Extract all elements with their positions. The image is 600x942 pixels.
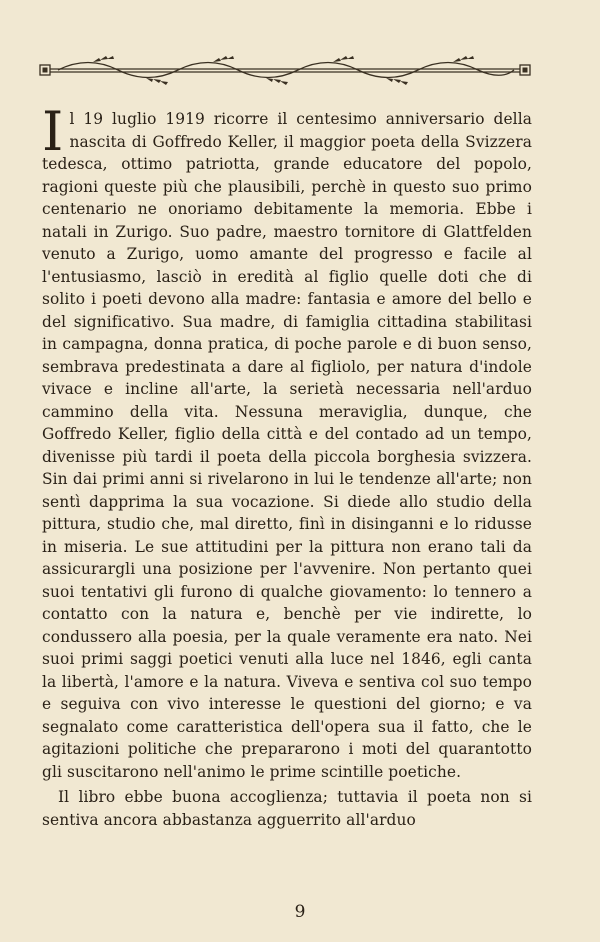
article-body: [42, 100, 532, 831]
header-ornament: [38, 54, 532, 88]
page-number: 9: [294, 902, 306, 922]
paragraph-2: Il libro ebbe buona accoglienza; tuttavia il poeta non si sentiva ancora abbastanza agguerrito all'arduo: [42, 788, 532, 829]
drop-cap: I: [42, 100, 64, 163]
paragraph-1: [42, 100, 532, 783]
paragraph-1-text: l 19 luglio 1919 ricorre il centesimo anniversario della nascita di Goffredo Keller, il maggior poeta della Svizzera tedesca, ottimo patriotta, grande educatore del popolo, ragioni queste più che plausibili, perchè in questo suo primo centenario ne onoriamo debitamente la memoria. Ebbe i natali in Zurigo. Suo padre, maestro tornitore di Glattfelden venuto a Zurigo, uomo amante del progresso e facile al l'entusiasmo, lasciò in eredità al figlio quelle doti che di solito i poeti devono alla madre: fantasia e amore del bello e del significativo. Sua madre, di famiglia cittadina stabilitasi in campagna, donna pratica, di poche parole e di buon senso, sembrava predestinata a dare al figliolo, per natura d'indole vivace e incline all'arte, la serietà necessaria nell'arduo cammino della vita. Nessuna meraviglia, dunque, che Goffredo Keller, figlio della città e del contado ad un tempo, divenisse più tardi il poeta della piccola borghesia svizzera. Sin dai primi anni si rivelarono in lui le tendenze all'arte; non sentì dapprima la sua vocazione. Si diede allo studio della pittura, studio che, mal diretto, finì in disinganni e lo ridusse in miseria. Le sue attitudini per la pittura non erano tali da assicurargli una posizione per l'avvenire. Non pertanto quei suoi tentativi gli furono di qualche giovamento: lo tennero a contatto con la natura e, benchè per vie indirette, lo condussero alla poesia, per la quale veramente era nato. Nei suoi primi saggi poetici venuti alla luce nel 1846, egli canta la libertà, l'amore e la natura. Viveva e sentiva col suo tempo e seguiva con vivo interesse le questioni del giorno; e va segnalato come caratteristica dell'opera sua il fatto, che le agitazioni politiche che prepararono i moti del quarantotto gli suscitarono nell'animo le prime scintille poetiche.: [42, 110, 532, 781]
